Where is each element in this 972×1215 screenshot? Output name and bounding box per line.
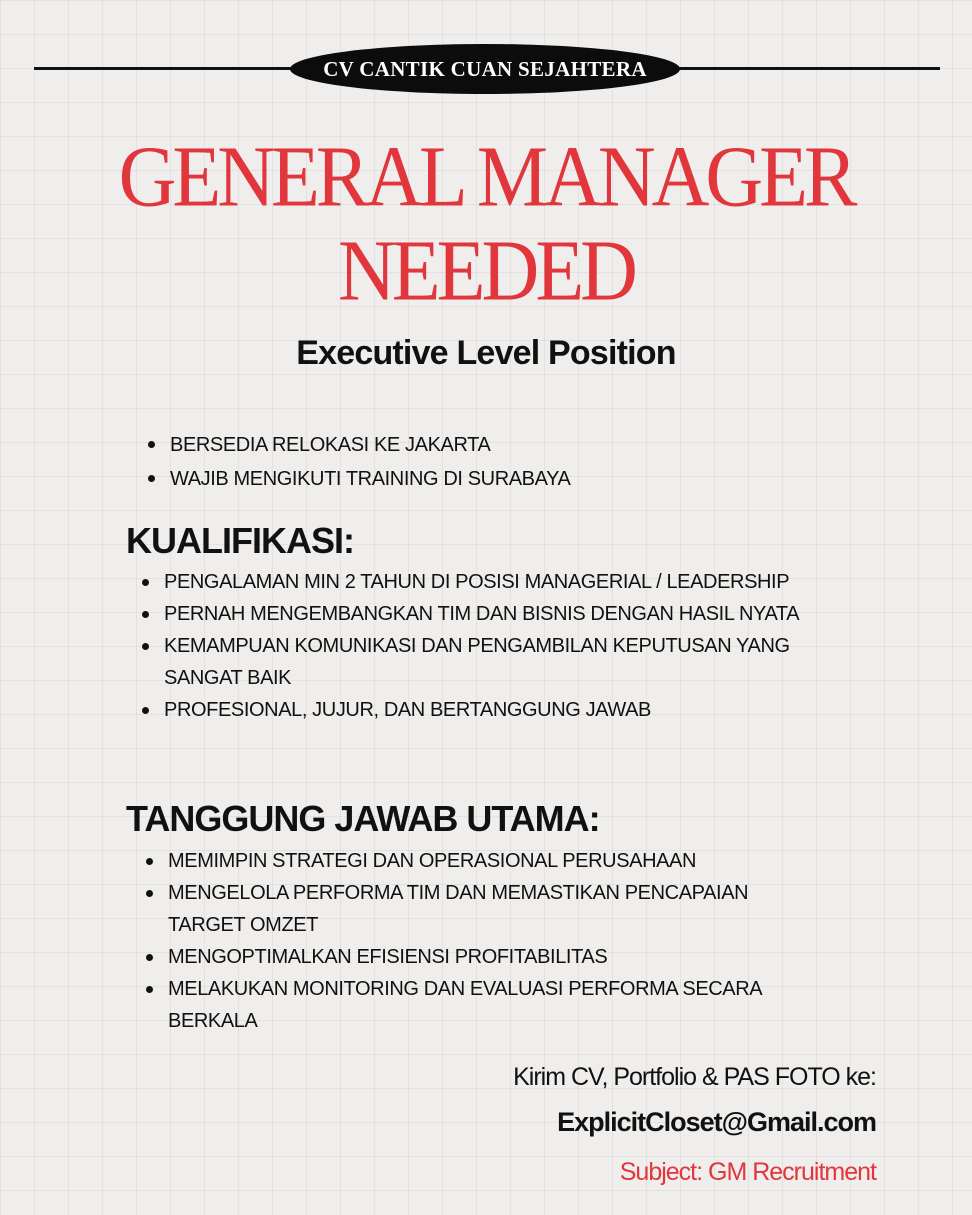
list-item: KEMAMPUAN KOMUNIKASI DAN PENGAMBILAN KEPUTUSAN YANG SANGAT BAIK xyxy=(142,630,852,694)
position-level-subtitle: Executive Level Position xyxy=(296,334,676,372)
list-item: MELAKUKAN MONITORING DAN EVALUASI PERFORMA SECARA BERKALA xyxy=(146,973,826,1037)
list-item: PROFESIONAL, JUJUR, DAN BERTANGGUNG JAWAB xyxy=(142,694,852,726)
list-item: MEMIMPIN STRATEGI DAN OPERASIONAL PERUSAHAAN xyxy=(146,845,826,877)
company-name: CV CANTIK CUAN SEJAHTERA xyxy=(323,56,647,81)
responsibilities-list xyxy=(146,845,826,1037)
headline-line-1: GENERAL MANAGER xyxy=(118,129,854,225)
list-item: WAJIB MENGIKUTI TRAINING DI SURABAYA xyxy=(148,462,868,496)
intro-requirements-list xyxy=(148,428,868,496)
responsibilities-heading: TANGGUNG JAWAB UTAMA: xyxy=(126,798,600,839)
email-subject-line: Subject: GM Recruitment xyxy=(619,1158,876,1186)
qualifications-list xyxy=(142,566,852,726)
list-item: BERSEDIA RELOKASI KE JAKARTA xyxy=(148,428,868,462)
list-item: MENGOPTIMALKAN EFISIENSI PROFITABILITAS xyxy=(146,941,826,973)
application-instruction: Kirim CV, Portfolio & PAS FOTO ke: xyxy=(513,1063,876,1091)
qualifications-heading: KUALIFIKASI: xyxy=(126,520,354,561)
list-item: PENGALAMAN MIN 2 TAHUN DI POSISI MANAGERIAL / LEADERSHIP xyxy=(142,566,852,598)
headline-line-2: NEEDED xyxy=(338,223,634,319)
contact-email[interactable]: ExplicitCloset@Gmail.com xyxy=(557,1107,876,1137)
list-item: PERNAH MENGEMBANGKAN TIM DAN BISNIS DENGAN HASIL NYATA xyxy=(142,598,852,630)
list-item: MENGELOLA PERFORMA TIM DAN MEMASTIKAN PENCAPAIAN TARGET OMZET xyxy=(146,877,826,941)
company-name-badge xyxy=(290,44,680,94)
